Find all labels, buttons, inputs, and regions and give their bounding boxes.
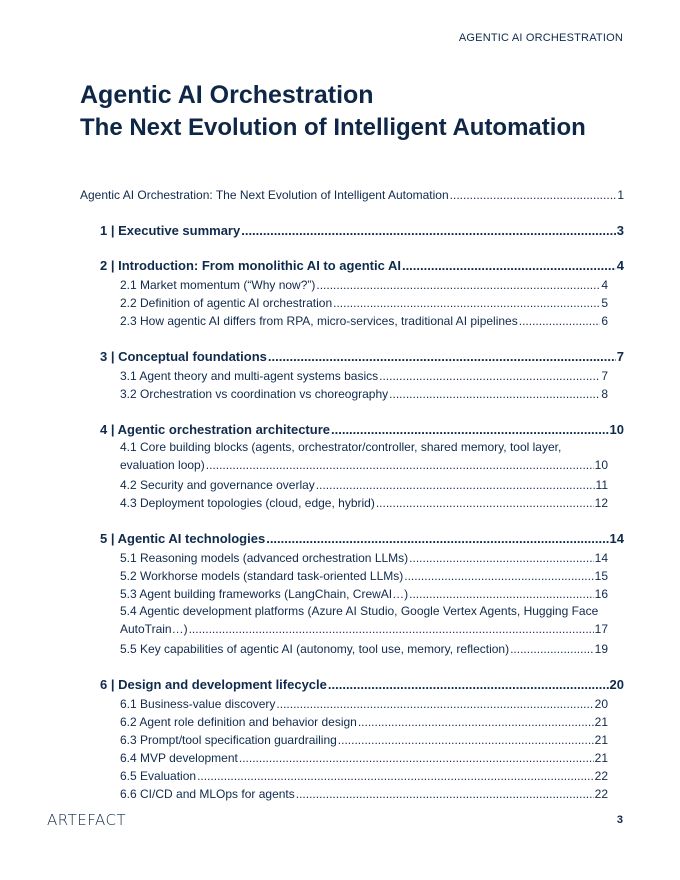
toc-entry-page: 5 [601, 296, 608, 310]
toc-entry-text: 2 | Introduction: From monolithic AI to agentic AI [100, 258, 401, 273]
table-of-contents [80, 184, 624, 801]
toc-entry-page: 21 [594, 733, 608, 747]
toc-subsection-6-6[interactable] [120, 783, 608, 801]
toc-entry-text: 4.3 Deployment topologies (cloud, edge, hybrid) [120, 496, 375, 510]
toc-leader-dots [379, 369, 600, 383]
toc-leader-dots [404, 569, 593, 583]
toc-leader-dots [239, 751, 594, 765]
toc-entry-page: 4 [601, 278, 608, 292]
toc-subsection-5-5[interactable] [120, 638, 608, 656]
toc-leader-dots [328, 677, 609, 692]
toc-entry-text: 5.3 Agent building frameworks (LangChain, CrewAI…) [120, 587, 409, 601]
toc-entry-text-line2: AutoTrain…) [120, 622, 188, 636]
artefact-logo: ARTEFACT [47, 811, 127, 829]
toc-subsection-3-2[interactable] [120, 383, 608, 401]
toc-subsection-6-2[interactable] [120, 711, 608, 729]
toc-entry-text: 6.3 Prompt/tool specification guardrailing [120, 733, 337, 747]
toc-entry-page: 22 [594, 787, 608, 801]
toc-leader-dots [266, 531, 608, 546]
toc-subsection-2-3[interactable] [120, 310, 608, 328]
toc-section-2[interactable] [100, 253, 624, 273]
toc-entry-page: 22 [594, 769, 608, 783]
toc-subsection-4-2[interactable] [120, 474, 608, 492]
toc-entry-page: 10 [609, 422, 624, 437]
title-block [80, 80, 640, 144]
toc-entry-text: 3 | Conceptual foundations [100, 349, 267, 364]
toc-section-6[interactable] [100, 672, 624, 692]
toc-entry-page: 20 [594, 697, 608, 711]
toc-leader-dots [510, 642, 594, 656]
toc-entry-text: 1 | Executive summary [100, 223, 241, 238]
toc-entry-text: 5.1 Reasoning models (advanced orchestration LLMs) [120, 551, 409, 565]
toc-entry-page: 17 [594, 622, 608, 636]
toc-entry-text: 5.5 Key capabilities of agentic AI (autonomy, tool use, memory, reflection) [120, 642, 510, 656]
toc-subsection-6-5[interactable] [120, 765, 608, 783]
toc-leader-dots [316, 478, 595, 492]
toc-entry-page: 3 [616, 223, 624, 238]
toc-leader-dots [389, 387, 600, 401]
toc-leader-dots [519, 314, 601, 328]
toc-entry-text: 6.4 MVP development [120, 751, 238, 765]
toc-leader-dots [333, 296, 600, 310]
toc-entry-page: 21 [594, 715, 608, 729]
toc-entry-text: 4.2 Security and governance overlay [120, 478, 315, 492]
toc-leader-dots [268, 349, 616, 364]
toc-subsection-5-4[interactable] [120, 603, 608, 638]
toc-leader-dots [241, 223, 616, 238]
toc-entry-page: 4 [616, 258, 624, 273]
toc-leader-dots [276, 697, 593, 711]
toc-leader-dots [409, 587, 594, 601]
toc-entry-page: 14 [609, 531, 624, 546]
toc-entry-page: 20 [609, 677, 624, 692]
toc-leader-dots [338, 733, 594, 747]
toc-entry-text-line1: 5.4 Agentic development platforms (Azure AI Studio, Google Vertex Agents, Hugging Face [120, 604, 599, 618]
toc-leader-dots [331, 422, 609, 437]
toc-section-4[interactable] [100, 417, 624, 437]
toc-entry-root[interactable] [80, 184, 624, 202]
toc-section-1[interactable] [100, 218, 624, 238]
toc-entry-page: 12 [594, 496, 608, 510]
toc-entry-text: 3.1 Agent theory and multi-agent systems basics [120, 369, 379, 383]
toc-entry-page: 11 [595, 478, 608, 492]
toc-subsection-5-2[interactable] [120, 565, 608, 583]
toc-leader-dots [358, 715, 594, 729]
toc-leader-dots [206, 457, 594, 474]
toc-entry-text: 2.3 How agentic AI differs from RPA, micro-services, traditional AI pipelines [120, 314, 518, 328]
toc-entry-text: 6.1 Business-value discovery [120, 697, 276, 711]
toc-subsection-2-1[interactable] [120, 274, 608, 292]
toc-section-5[interactable] [100, 526, 624, 546]
toc-subsection-2-2[interactable] [120, 292, 608, 310]
toc-leader-dots [296, 787, 594, 801]
toc-entry-text-line1: 4.1 Core building blocks (agents, orchestrator/controller, shared memory, tool layer, [120, 440, 562, 454]
toc-leader-dots [316, 278, 600, 292]
toc-entry-text: 6.2 Agent role definition and behavior design [120, 715, 357, 729]
toc-entry-text: 6 | Design and development lifecycle [100, 677, 327, 692]
toc-entry-page: 6 [601, 314, 608, 328]
toc-leader-dots [409, 551, 593, 565]
toc-entry-text: 5.2 Workhorse models (standard task-oriented LLMs) [120, 569, 404, 583]
toc-entry-text: 6.5 Evaluation [120, 769, 197, 783]
toc-entry-page: 21 [594, 751, 608, 765]
toc-leader-dots [402, 258, 616, 273]
toc-subsection-5-1[interactable] [120, 547, 608, 565]
page-number: 3 [616, 814, 623, 826]
toc-entry-text: 6.6 CI/CD and MLOps for agents [120, 787, 295, 801]
toc-entry-page: 16 [594, 587, 608, 601]
toc-subsection-3-1[interactable] [120, 365, 608, 383]
toc-entry-page: 7 [616, 349, 624, 364]
toc-entry-text: 3.2 Orchestration vs coordination vs choreography [120, 387, 389, 401]
toc-subsection-5-3[interactable] [120, 583, 608, 601]
toc-leader-dots [197, 769, 594, 783]
toc-leader-dots [376, 496, 594, 510]
toc-subsection-6-3[interactable] [120, 729, 608, 747]
toc-subsection-6-4[interactable] [120, 747, 608, 765]
toc-entry-text: 2.1 Market momentum (“Why now?”) [120, 278, 316, 292]
toc-entry-page: 14 [594, 551, 608, 565]
toc-entry-text: 4 | Agentic orchestration architecture [100, 422, 330, 437]
toc-subsection-6-1[interactable] [120, 693, 608, 711]
toc-entry-text: 5 | Agentic AI technologies [100, 531, 266, 546]
toc-section-3[interactable] [100, 344, 624, 364]
document-subtitle: The Next Evolution of Intelligent Automation [80, 114, 586, 141]
toc-entry-page: 10 [594, 458, 608, 472]
toc-subsection-4-1[interactable] [120, 439, 608, 474]
toc-entry-page: 7 [601, 369, 608, 383]
toc-subsection-4-3[interactable] [120, 492, 608, 510]
toc-entry-text: 2.2 Definition of agentic AI orchestration [120, 296, 333, 310]
toc-entry-page: 1 [617, 188, 624, 202]
toc-entry-page: 8 [601, 387, 608, 401]
toc-entry-page: 19 [594, 642, 608, 656]
document-title: Agentic AI Orchestration [80, 81, 374, 109]
running-header: AGENTIC AI ORCHESTRATION [458, 32, 623, 44]
toc-leader-dots [189, 621, 594, 638]
toc-entry-text: Agentic AI Orchestration: The Next Evolution of Intelligent Automation [80, 188, 449, 202]
toc-entry-text-line2: evaluation loop) [120, 458, 205, 472]
toc-leader-dots [450, 188, 617, 202]
toc-entry-page: 15 [594, 569, 608, 583]
